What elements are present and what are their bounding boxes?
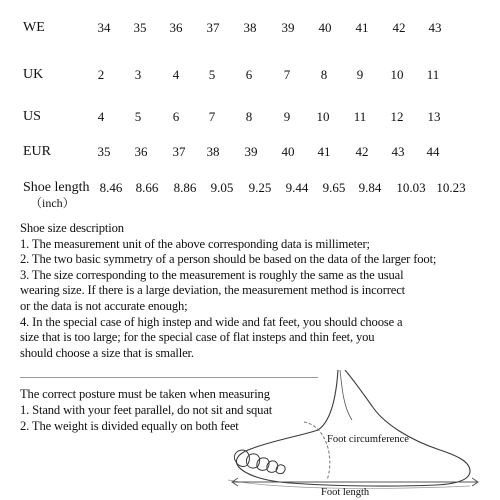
description-line: or the data is not accurate enough; <box>20 298 188 313</box>
table-cell: 9 <box>283 109 291 124</box>
table-cell: 9.65 <box>322 180 346 195</box>
foot-length-label: Foot length <box>321 487 370 498</box>
row-label-uk: UK <box>23 67 44 82</box>
table-cell: 4 <box>97 109 105 124</box>
size-conversion-table <box>0 0 500 222</box>
table-cell: 10 <box>390 67 404 82</box>
table-cell: 35 <box>97 144 111 159</box>
foot-measurement-diagram <box>0 370 500 500</box>
table-cell: 5 <box>208 67 216 82</box>
foot-outline <box>236 370 470 486</box>
table-cell: 4 <box>172 67 180 82</box>
table-cell: 12 <box>390 109 404 124</box>
table-cell: 8.46 <box>99 180 123 195</box>
description-heading: Shoe size description <box>20 221 124 235</box>
table-cell: 6 <box>172 109 180 124</box>
table-cell: 8 <box>320 67 328 82</box>
description-line: size that is too large; for the special case of flat insteps and thin feet, you <box>20 330 375 345</box>
table-cell: 9.44 <box>285 180 309 195</box>
row-label-we: WE <box>23 20 45 35</box>
table-cell: 11 <box>426 67 440 82</box>
table-cell: 5 <box>134 109 142 124</box>
table-row-us <box>0 109 500 137</box>
table-cell: 37 <box>172 144 186 159</box>
table-cell: 36 <box>169 20 183 35</box>
table-cell: 7 <box>283 67 291 82</box>
row-label-shoe-length: Shoe length <box>23 180 90 195</box>
table-cell: 40 <box>318 20 332 35</box>
table-cell: 8 <box>245 109 253 124</box>
table-cell: 6 <box>245 67 253 82</box>
table-cell: 42 <box>392 20 406 35</box>
measuring-posture-panel <box>0 370 500 500</box>
description-line: 3. The size corresponding to the measurement is roughly the same as the usual <box>20 267 404 282</box>
table-cell: 38 <box>206 144 220 159</box>
table-cell: 43 <box>428 20 442 35</box>
table-cell: 37 <box>206 20 220 35</box>
table-cell: 10.23 <box>436 180 466 195</box>
row-sublabel-inch: （inch） <box>30 196 75 210</box>
table-cell: 3 <box>134 67 142 82</box>
description-line: 2. The two basic symmetry of a person should be based on the data of the larger foot; <box>20 252 437 267</box>
table-cell: 7 <box>208 109 216 124</box>
table-cell: 9.05 <box>210 180 234 195</box>
table-cell: 42 <box>355 144 369 159</box>
table-cell: 2 <box>97 67 105 82</box>
description-line: wearing size. If there is a large deviation, the measurement method is incorrect <box>20 283 406 298</box>
table-cell: 9.84 <box>358 180 382 195</box>
table-cell: 8.66 <box>135 180 159 195</box>
table-row-eur <box>0 144 500 172</box>
table-cell: 39 <box>281 20 295 35</box>
table-cell: 13 <box>427 109 441 124</box>
shoe-size-description <box>20 221 496 361</box>
table-cell: 40 <box>281 144 295 159</box>
table-cell: 36 <box>134 144 148 159</box>
foot-circumference-label: Foot circumference <box>327 434 409 445</box>
table-cell: 41 <box>355 20 369 35</box>
posture-step: 1. Stand with your feet parallel, do not sit and squat <box>20 402 273 417</box>
table-cell: 9 <box>356 67 364 82</box>
table-row-uk <box>0 67 500 95</box>
table-cell: 39 <box>244 144 258 159</box>
table-cell: 44 <box>426 144 440 159</box>
description-line: 4. In the special case of high instep and wide and fat feet, you should choose a <box>20 314 403 329</box>
description-line: 1. The measurement unit of the above corresponding data is millimeter; <box>20 236 370 251</box>
table-cell: 8.86 <box>173 180 197 195</box>
table-cell: 11 <box>353 109 367 124</box>
foot-top-fill <box>340 370 352 420</box>
table-cell: 35 <box>133 20 147 35</box>
row-label-us: US <box>23 109 41 124</box>
table-cell: 10 <box>316 109 330 124</box>
posture-step: 2. The weight is divided equally on both feet <box>20 418 239 433</box>
posture-heading: The correct posture must be taken when measuring <box>20 387 270 401</box>
table-cell: 10.03 <box>396 180 426 195</box>
table-row-shoe-length <box>0 180 500 214</box>
table-cell: 34 <box>97 20 111 35</box>
table-cell: 9.25 <box>248 180 272 195</box>
table-cell: 38 <box>243 20 257 35</box>
row-label-eur: EUR <box>23 144 51 159</box>
table-cell: 41 <box>317 144 331 159</box>
description-line: should choose a size that is smaller. <box>20 345 194 360</box>
table-cell: 43 <box>391 144 405 159</box>
table-row-we <box>0 20 500 48</box>
